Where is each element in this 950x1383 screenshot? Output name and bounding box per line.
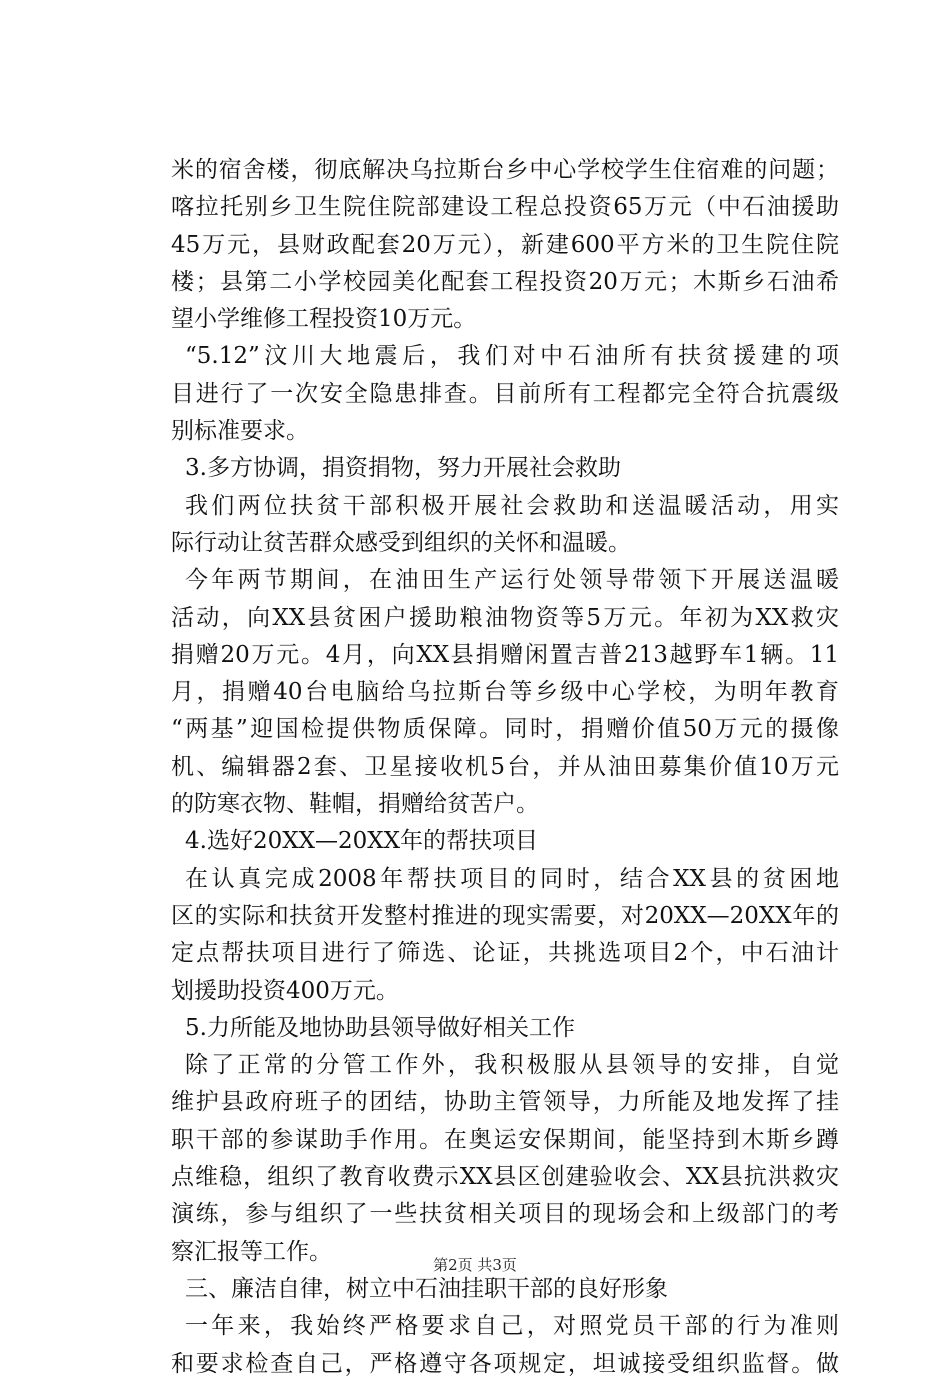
- text-line: 45万元，县财政配套20万元），新建600平方米的卫生院住院: [171, 231, 839, 258]
- text-line: 活动，向XX县贫困户援助粮油物资等5万元。年初为XX救灾: [171, 604, 839, 631]
- paragraph: [171, 1047, 839, 1271]
- text-line: 月，捐赠40台电脑给乌拉斯台等乡级中心学校，为明年教育: [171, 679, 839, 706]
- text-line: 职干部的参谋助手作用。在奥运安保期间，能坚持到木斯乡蹲: [171, 1126, 839, 1153]
- text-line: 的防寒衣物、鞋帽，捐赠给贫苦户。: [171, 791, 539, 818]
- text-line: 定点帮扶项目进行了筛选、论证，共挑选项目2个，中石油计: [171, 940, 839, 967]
- paragraph: [171, 562, 839, 823]
- text-line: 和要求检查自己，严格遵守各项规定，坦诚接受组织监督。做: [171, 1350, 839, 1377]
- page-footer: [0, 1254, 950, 1275]
- text-line: 别标准要求。: [171, 418, 309, 445]
- section-heading: 5.力所能及地协助县领导做好相关工作: [185, 1014, 575, 1041]
- text-line: 米的宿舍楼，彻底解决乌拉斯台乡中心学校学生住宿难的问题；: [171, 157, 839, 183]
- text-line: 捐赠20万元。4月，向XX县捐赠闲置吉普213越野车1辆。11: [171, 641, 839, 668]
- text-line: 际行动让贫苦群众感受到组织的关怀和温暖。: [171, 529, 631, 556]
- text-line: 区的实际和扶贫开发整村推进的现实需要，对20XX—20XX年的: [171, 902, 839, 929]
- section-heading: 三、廉洁自律，树立中石油挂职干部的良好形象: [185, 1275, 668, 1302]
- text-line: 划援助投资400万元。: [171, 977, 399, 1004]
- text-line: 在认真完成2008年帮扶项目的同时，结合XX县的贫困地: [185, 865, 839, 892]
- text-line: 目进行了一次安全隐患排查。目前所有工程都完全符合抗震级: [171, 380, 839, 407]
- text-line: 喀拉托别乡卫生院住院部建设工程总投资65万元（中石油援助: [171, 194, 839, 221]
- paragraph: [171, 1308, 839, 1383]
- text-line: 一年来，我始终严格要求自己，对照党员干部的行为准则: [185, 1313, 839, 1340]
- text-line: 演练，参与组织了一些扶贫相关项目的现场会和上级部门的考: [171, 1201, 839, 1228]
- section-heading: 3.多方协调，捐资捐物，努力开展社会救助: [185, 455, 621, 482]
- paragraph: [171, 488, 839, 563]
- text-line: 机、编辑器2套、卫星接收机5台，并从油田募集价值10万元: [171, 753, 839, 780]
- paragraph-continuation: [171, 152, 839, 338]
- text-line: 察汇报等工作。: [171, 1238, 332, 1265]
- paragraph: [171, 338, 839, 450]
- text-line: 我们两位扶贫干部积极开展社会救助和送温暖活动，用实: [185, 492, 839, 519]
- document-body: [171, 152, 839, 1383]
- page-number: 第2页 共3页: [433, 1256, 517, 1274]
- text-line: 点维稳，组织了教育收费示XX县区创建验收会、XX县抗洪救灾: [171, 1164, 839, 1191]
- text-line: 除了正常的分管工作外，我积极服从县领导的安排，自觉: [185, 1052, 839, 1079]
- text-line: 楼；县第二小学校园美化配套工程投资20万元；木斯乡石油希: [171, 268, 839, 295]
- text-line: 维护县政府班子的团结，协助主管领导，力所能及地发挥了挂: [171, 1089, 839, 1116]
- paragraph: [171, 861, 839, 1010]
- text-line: “5.12”汶川大地震后，我们对中石油所有扶贫援建的项: [185, 343, 839, 370]
- text-line: “两基”迎国检提供物质保障。同时，捐赠价值50万元的摄像: [171, 716, 839, 743]
- text-line: 望小学维修工程投资10万元。: [171, 306, 477, 333]
- text-line: 今年两节期间，在油田生产运行处领导带领下开展送温暖: [185, 567, 839, 594]
- section-heading: 4.选好20XX—20XX年的帮扶项目: [185, 828, 538, 855]
